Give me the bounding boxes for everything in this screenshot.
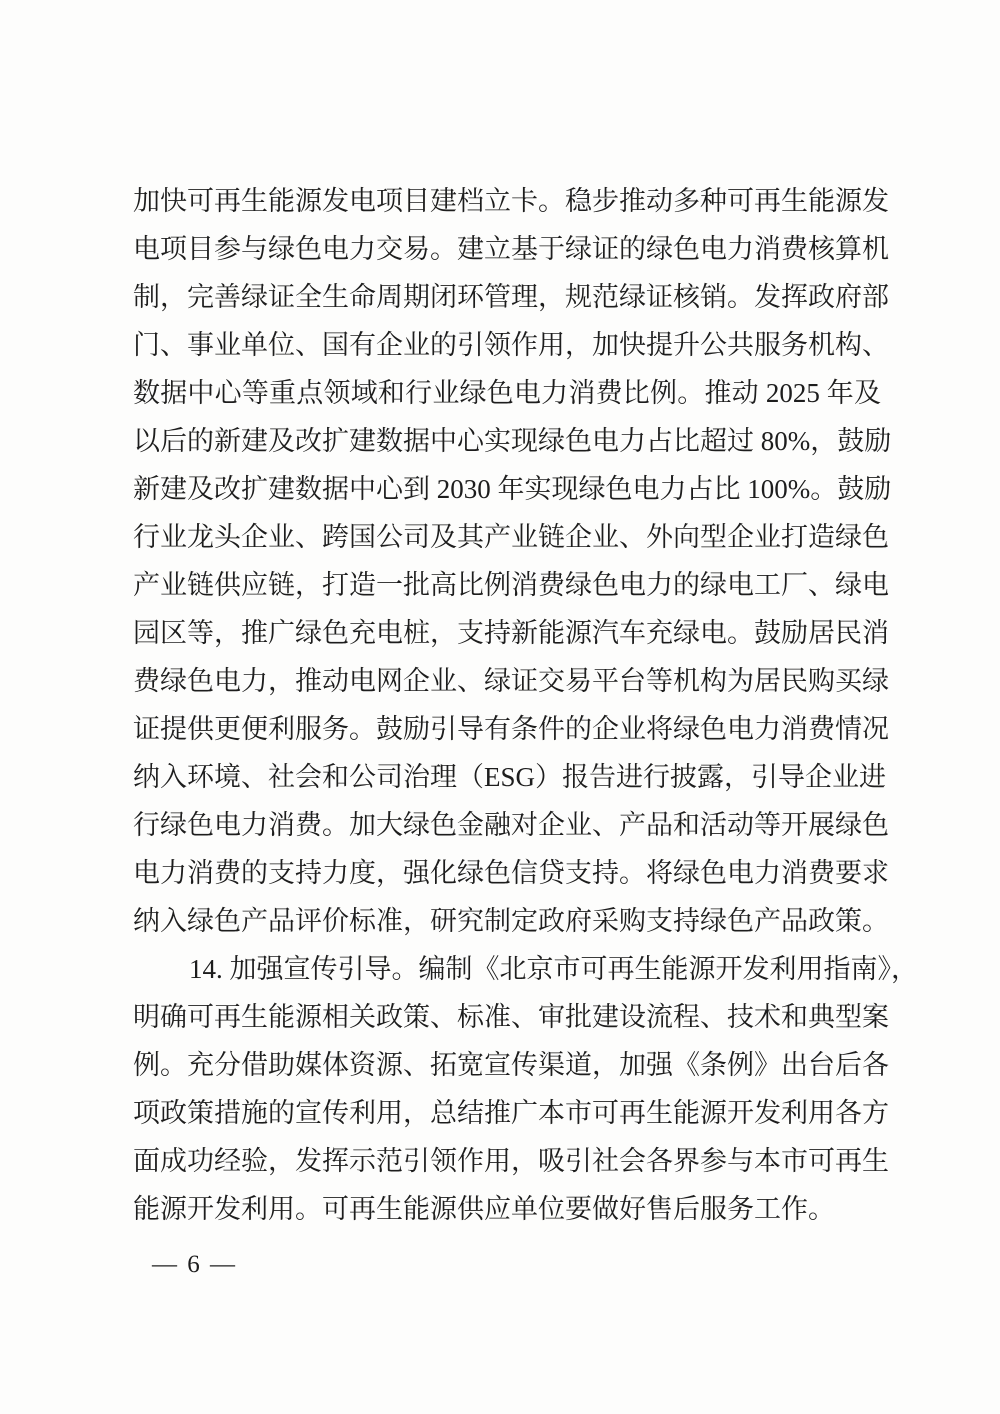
document-line: 行业龙头企业、跨国公司及其产业链企业、外向型企业打造绿色 bbox=[133, 522, 889, 552]
document-line: 费绿色电力，推动电网企业、绿证交易平台等机构为居民购买绿 bbox=[133, 666, 889, 696]
document-line: 产业链供应链，打造一批高比例消费绿色电力的绿电工厂、绿电 bbox=[133, 570, 889, 600]
document-line: 电力消费的支持力度，强化绿色信贷支持。将绿色电力消费要求 bbox=[133, 858, 889, 888]
document-line: 加快可再生能源发电项目建档立卡。稳步推动多种可再生能源发 bbox=[133, 186, 889, 216]
document-line: 面成功经验，发挥示范引领作用，吸引社会各界参与本市可再生 bbox=[133, 1146, 889, 1176]
document-line: 例。充分借助媒体资源、拓宽宣传渠道，加强《条例》出台后各 bbox=[133, 1050, 889, 1080]
document-line: 门、事业单位、国有企业的引领作用，加快提升公共服务机构、 bbox=[133, 330, 889, 360]
document-line: 数据中心等重点领域和行业绿色电力消费比例。推动 2025 年及 bbox=[133, 378, 881, 408]
document-line: 能源开发利用。可再生能源供应单位要做好售后服务工作。 bbox=[133, 1194, 835, 1224]
document-line: 项政策措施的宣传利用，总结推广本市可再生能源开发利用各方 bbox=[133, 1098, 889, 1128]
document-line: 制，完善绿证全生命周期闭环管理，规范绿证核销。发挥政府部 bbox=[133, 282, 889, 312]
document-line: 以后的新建及改扩建数据中心实现绿色电力占比超过 80%，鼓励 bbox=[133, 426, 892, 456]
document-line: 明确可再生能源相关政策、标准、审批建设流程、技术和典型案 bbox=[133, 1002, 889, 1032]
document-line: 电项目参与绿色电力交易。建立基于绿证的绿色电力消费核算机 bbox=[133, 234, 889, 264]
document-line: 新建及改扩建数据中心到 2030 年实现绿色电力占比 100%。鼓励 bbox=[133, 474, 892, 504]
document-line: 证提供更便利服务。鼓励引导有条件的企业将绿色电力消费情况 bbox=[133, 714, 889, 744]
document-line: 纳入环境、社会和公司治理（ESG）报告进行披露，引导企业进 bbox=[133, 762, 887, 792]
page-number: — 6 — bbox=[152, 1251, 237, 1278]
document-line: 纳入绿色产品评价标准，研究制定政府采购支持绿色产品政策。 bbox=[133, 906, 889, 936]
document-line: 行绿色电力消费。加大绿色金融对企业、产品和活动等开展绿色 bbox=[133, 810, 889, 840]
document-body bbox=[133, 177, 918, 1233]
document-line-item-14: 14. 加强宣传引导。编制《北京市可再生能源开发利用指南》， bbox=[189, 954, 918, 984]
document-line: 园区等，推广绿色充电桩，支持新能源汽车充绿电。鼓励居民消 bbox=[133, 618, 889, 648]
